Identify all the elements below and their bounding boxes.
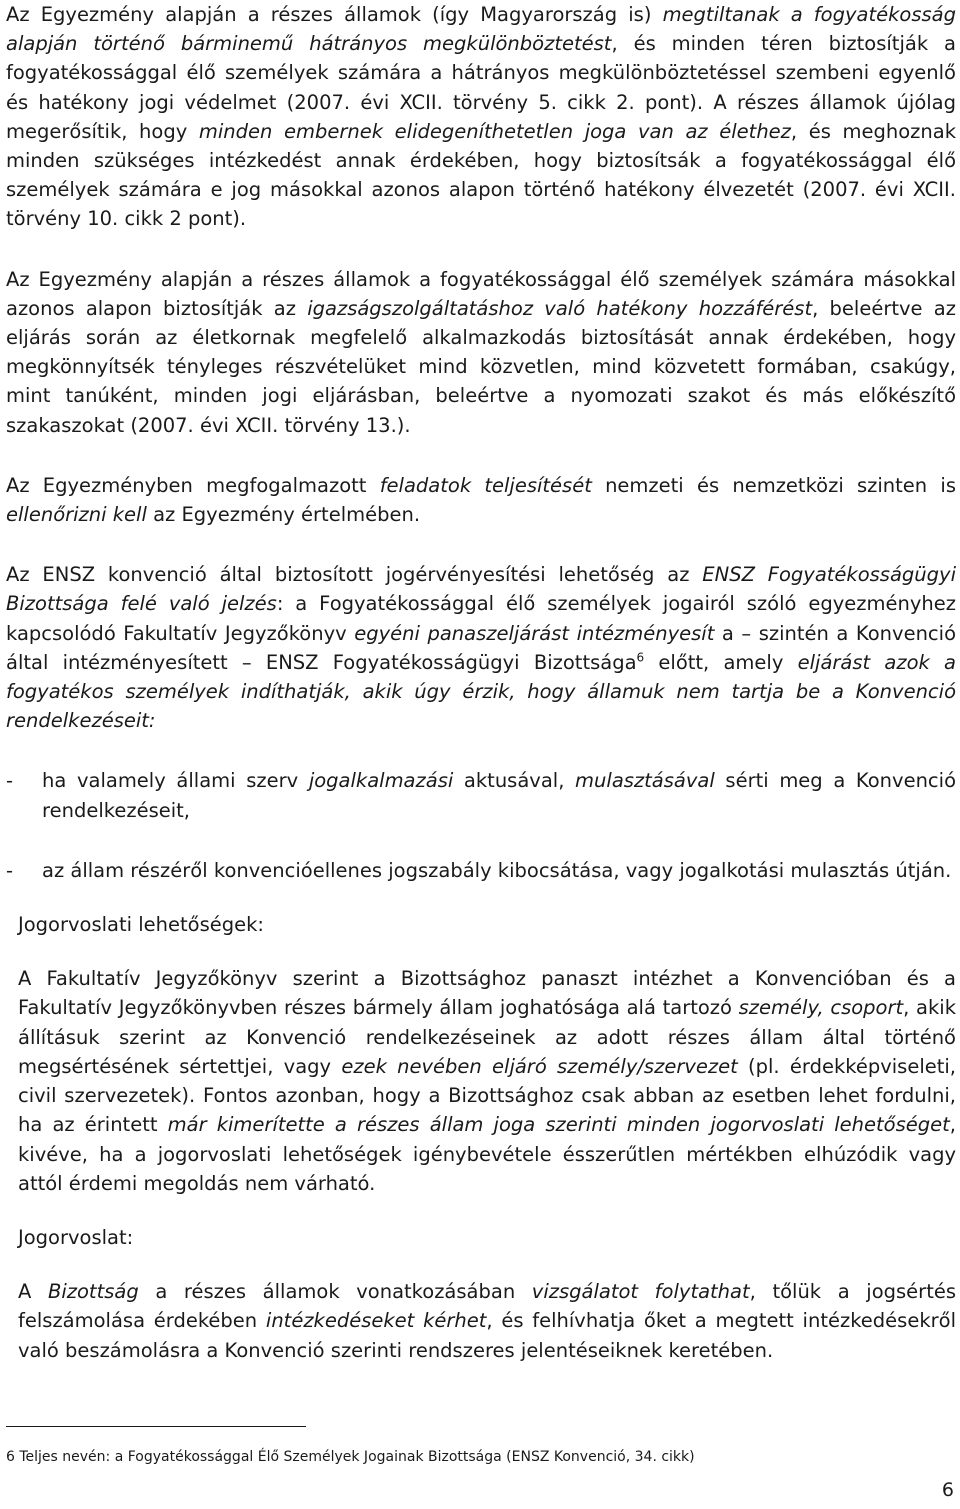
emphasis: ENSZ Fogyatékosságügyi Bizottsága felé való jelzés: [6, 563, 956, 616]
text: A Fakultatív Jegyzőkönyv szerint a Bizottsághoz panaszt intézhet a Konvencióban és a Fakultatív Jegyzőkönyvben részes bármely állam joghatósága alá tartozó: [18, 967, 956, 1020]
list-dash: -: [6, 858, 14, 882]
text: (pl. érdekképviseleti, civil szervezetek). Fontos azonban, hogy a Bizottsághoz csak abban az esetben lehet fordulni, ha az érintett: [18, 1054, 956, 1137]
emphasis: ellenőrizni kell: [6, 503, 147, 527]
text: nemzeti és nemzetközi szinten is: [591, 473, 956, 497]
text: Az Egyezmény alapján a részes államok a fogyatékossággal élő személyek számára másokkal azonos alapon biztosítják az: [6, 267, 956, 320]
emphasis: feladatok teljesítését: [379, 473, 592, 497]
footnote-separator: [6, 1426, 306, 1427]
text: sérti meg a Konvenció rendelkezéseit,: [42, 769, 957, 822]
text: A: [18, 1280, 48, 1304]
list-item-text: [42, 766, 956, 824]
text: : a Fogyatékossággal élő személyek jogairól szóló egyezményhez kapcsolódó Fakultatív Jegyzőkönyv: [6, 592, 956, 645]
paragraph-access-to-justice: [6, 265, 956, 440]
text: a részes államok vonatkozásában: [138, 1280, 532, 1304]
emphasis: minden embernek elidegeníthetetlen joga van az élethez: [198, 119, 791, 143]
text: , és minden téren biztosítják a fogyatékossággal élő személyek számára a hátrányos megkülönböztetéssel szembeni egyenlő és hatékony jogi védelmet (2007. évi XCII. törvény 5. cikk 2. pont). A részes államok újólag megerősítik, hogy: [6, 32, 956, 143]
text: Az Egyezmény alapján a részes államok (így Magyarország is): [6, 3, 663, 26]
text: Az Egyezményben megfogalmazott: [6, 473, 380, 497]
text: , akik állításuk szerint az Konvenció rendelkezéseinek az adott részes állam által történő megsértésének sértettjei, vagy: [18, 996, 956, 1078]
text: , és meghoznak minden szükséges intézkedést annak érdekében, hogy biztosítsák a fogyatékossággal élő személyek számára e jog másokkal azonos alapon történő hatékony élvezetét (2007. évi XCII. törvény 10. cikk 2 pont).: [6, 119, 956, 231]
text: a – szintén a Konvenció által intézményesített – ENSZ Fogyatékosságügyi Bizottsága: [6, 621, 957, 674]
list-dash: -: [6, 769, 14, 793]
document-body: [6, 0, 956, 1365]
footnote-reference[interactable]: 6: [636, 650, 645, 665]
list-item-text: az állam részéről konvencióellenes jogszabály kibocsátása, vagy jogalkotási mulasztás útján.: [42, 858, 952, 882]
emphasis: intézkedéseket kérhet: [265, 1309, 487, 1333]
section-heading-remedy: Jogorvoslat:: [18, 1225, 134, 1249]
paragraph-optional-protocol: [6, 964, 956, 1198]
text: Az ENSZ konvenció által biztosított jogérvényesítési lehetőség az: [6, 563, 703, 587]
list-item: [6, 856, 956, 885]
text: az Egyezmény értelmében.: [146, 503, 421, 527]
text: aktusával,: [453, 769, 576, 793]
emphasis: már kimerítette a részes állam joga szerinti minden jogorvoslati lehetőséget: [167, 1113, 950, 1137]
section-heading-remedies: Jogorvoslati lehetőségek:: [18, 913, 265, 937]
text: , tőlük a jogsértés felszámolása érdekében: [18, 1280, 956, 1333]
text: ha valamely állami szerv: [42, 769, 309, 793]
text: , beleértve az eljárás során az életkornak megfelelő alkalmazkodás biztosítását annak érdekében, hogy megkönnyítsék tényleges részvételüket mind közvetlen, mind közvetett formában, csakúgy, mint tanúként, minden jogi eljárásban, beleértve a nyomozati szakot és más előkészítő szakaszokat (2007. évi XCII. törvény 13.).: [6, 296, 956, 437]
footnote: 6 Teljes nevén: a Fogyatékossággal Élő Személyek Jogainak Bizottsága (ENSZ Konvenció, 34. cikk): [6, 1449, 695, 1465]
emphasis: vizsgálatot folytathat: [531, 1280, 750, 1304]
emphasis: eljárást azok a fogyatékos személyek indíthatják, akik úgy érzik, hogy államuk nem tartja be a Konvenció rendelkezéseit:: [6, 650, 957, 733]
emphasis: ezek nevében eljáró személy/szervezet: [341, 1054, 738, 1078]
emphasis: igazságszolgáltatáshoz való hatékony hozzáférést: [307, 296, 813, 320]
emphasis: személy, csoport: [738, 996, 904, 1020]
emphasis: mulasztásával: [575, 769, 715, 793]
text: előtt, amely: [644, 650, 798, 674]
text: , és felhívhatja őket a megtett intézkedésekről való beszámolásra a Konvenció szerinti rendszeres jelentéseiknek keretében.: [18, 1309, 956, 1362]
emphasis: egyéni panaszeljárást intézményesít: [354, 621, 715, 645]
list-item: [6, 766, 956, 824]
emphasis: jogalkalmazási: [308, 769, 454, 793]
emphasis: megtiltanak a fogyatékosság alapján történő bárminemű hátrányos megkülönböztetést: [6, 3, 956, 56]
emphasis: Bizottság: [47, 1280, 139, 1304]
paragraph-un-committee: [6, 560, 956, 735]
paragraph-committee-powers: [6, 1277, 956, 1365]
paragraph-monitoring: [6, 471, 956, 529]
text: , kivéve, ha a jogorvoslati lehetőségek igénybevétele ésszerűtlen mértékben elhúzódik vagy attól érdemi megoldás nem várható.: [18, 1113, 956, 1195]
paragraph-nondiscrimination: [6, 0, 956, 234]
page-number: 6: [941, 1479, 954, 1501]
